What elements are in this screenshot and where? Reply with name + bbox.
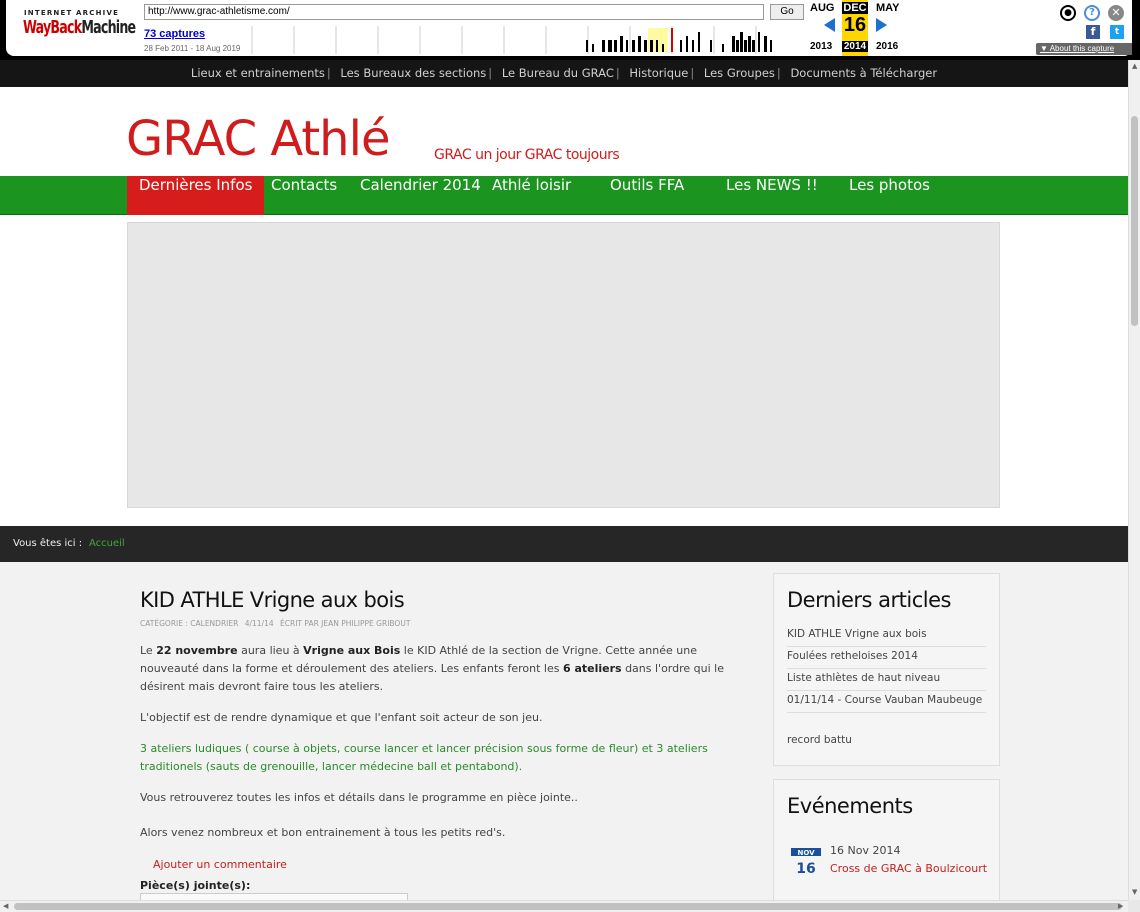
article-meta <box>140 619 414 628</box>
wayback-logo[interactable] <box>23 17 135 38</box>
topnav-item-bureaux-sections[interactable]: Les Bureaux des sections <box>340 66 487 80</box>
topnav-item-documents[interactable]: Documents à Télécharger <box>790 66 938 80</box>
topnav-item-historique[interactable]: Historique <box>629 66 689 80</box>
event-date: 16 Nov 2014 <box>830 844 901 857</box>
nav-item-news[interactable]: Les NEWS !! <box>726 176 818 194</box>
image-slider[interactable] <box>127 222 1000 508</box>
latest-article-item[interactable]: Foulées retheloises 2014 <box>787 647 986 669</box>
wayback-logo-caption: INTERNET ARCHIVE <box>24 9 120 17</box>
nav-item-dernieres-infos[interactable]: Dernières Infos <box>127 176 264 215</box>
nav-item-athle-loisir[interactable]: Athlé loisir <box>492 176 572 194</box>
latest-articles-module <box>773 573 1000 766</box>
nav-item-photos[interactable]: Les photos <box>849 176 930 194</box>
prev-month[interactable]: AUG <box>810 2 835 14</box>
article-author: ÉCRIT PAR JEAN PHILIPPE GRIBOUT <box>280 619 411 628</box>
event-date-badge <box>791 848 821 888</box>
close-icon[interactable]: ✕ <box>1108 5 1124 21</box>
article-paragraph-3: 3 ateliers ludiques ( course à objets, course lancer et lancer précision sous forme de fleur) et 3 ateliers traditionels (sauts de grenouille, lancer médecine ball et pentabond). <box>140 742 708 773</box>
wayback-url-input[interactable]: http://www.grac-athletisme.com/ <box>144 4 764 20</box>
text: le KID Athlé de la section de Vrigne. Cette année une nouveauté dans la forme et déroulement des ateliers. Les enfants feront les <box>140 644 697 675</box>
horizontal-scrollbar[interactable] <box>0 900 1128 912</box>
site-logo-title[interactable]: GRAC Athlé <box>126 111 390 167</box>
current-month: DEC <box>843 2 867 14</box>
topnav-separator: | <box>690 66 695 80</box>
bold-place: Vrigne aux Bois <box>303 644 401 657</box>
article-paragraph-1 <box>140 642 730 696</box>
article-paragraph-2: L'objectif est de rendre dynamique et que l'enfant soit acteur de son jeu. <box>140 711 543 724</box>
text: Le <box>140 644 157 657</box>
current-day: 16 <box>843 14 867 36</box>
facebook-icon[interactable]: f <box>1086 25 1100 39</box>
next-capture-arrow-icon[interactable] <box>876 18 887 32</box>
horizontal-scroll-thumb[interactable] <box>14 903 1122 910</box>
event-day: 16 <box>796 861 816 877</box>
events-module <box>773 779 1000 909</box>
wayback-logo-way: WayBack <box>23 17 82 38</box>
current-year: 2014 <box>843 41 867 52</box>
topnav-separator: | <box>615 66 620 80</box>
breadcrumb-home-link[interactable]: Accueil <box>89 538 125 549</box>
latest-article-item[interactable]: record battu <box>787 734 852 746</box>
latest-article-item[interactable]: Liste athlètes de haut niveau <box>787 669 986 691</box>
topnav-item-lieux[interactable]: Lieux et entrainements <box>190 66 325 80</box>
topnav-item-groupes[interactable]: Les Groupes <box>703 66 775 80</box>
attachments-label: Pièce(s) jointe(s): <box>140 879 251 892</box>
text: aura lieu à <box>237 644 304 657</box>
site-header <box>0 87 1128 176</box>
vertical-scrollbar[interactable] <box>1128 60 1140 900</box>
scrollbar-corner <box>1128 900 1140 912</box>
scroll-right-icon[interactable]: ▶ <box>1118 902 1124 910</box>
breadcrumb-label: Vous êtes ici : <box>13 538 83 549</box>
current-capture-date <box>842 0 868 56</box>
add-comment-link[interactable]: Ajouter un commentaire <box>153 858 287 871</box>
nav-item-contacts[interactable]: Contacts <box>271 176 338 194</box>
bold-date: 22 novembre <box>156 644 238 657</box>
vertical-scroll-thumb[interactable] <box>1131 116 1138 326</box>
scroll-down-icon[interactable]: ▼ <box>1132 888 1138 896</box>
wayback-toolbar <box>0 0 1140 60</box>
nav-item-outils-ffa[interactable]: Outils FFA <box>610 176 685 194</box>
topnav-separator: | <box>776 66 781 80</box>
topnav-separator: | <box>488 66 493 80</box>
nav-item-calendrier[interactable]: Calendrier 2014 <box>360 176 481 194</box>
wayback-calendar-nav <box>804 0 908 56</box>
wayback-date-range: 28 Feb 2011 - 18 Aug 2019 <box>144 44 241 53</box>
latest-articles-title: Derniers articles <box>787 588 951 612</box>
breadcrumb <box>0 526 1128 562</box>
event-month: NOV <box>791 848 821 856</box>
topnav-separator: | <box>326 66 331 80</box>
event-title-link[interactable]: Cross de GRAC à Boulzicourt <box>830 862 988 875</box>
latest-article-item[interactable]: KID ATHLE Vrigne aux bois <box>787 625 986 647</box>
article-date: 4/11/14 <box>244 619 274 628</box>
prev-year[interactable]: 2013 <box>810 41 833 52</box>
about-capture-link[interactable]: ▼ About this capture <box>1036 43 1132 55</box>
user-icon[interactable]: ● <box>1060 5 1076 21</box>
site-tagline: GRAC un jour GRAC toujours <box>434 147 620 163</box>
next-year[interactable]: 2016 <box>876 41 899 52</box>
article-paragraph-4: Vous retrouverez toutes les infos et détails dans le programme en pièce jointe.. <box>140 791 578 804</box>
latest-article-item[interactable]: 01/11/14 - Course Vauban Maubeuge <box>787 691 986 713</box>
text: dans l'ordre qui le désirent mais devront faire tous les ateliers. <box>140 662 724 693</box>
wayback-logo-machine: Machine <box>81 17 136 38</box>
article-category[interactable]: CATÉGORIE : CALENDRIER <box>140 619 239 628</box>
bold-ateliers: 6 ateliers <box>562 662 622 675</box>
scroll-left-icon[interactable]: ◀ <box>3 902 9 910</box>
wayback-go-button[interactable]: Go <box>770 4 804 20</box>
main-nav <box>0 176 1128 215</box>
wayback-panel <box>6 0 1132 56</box>
help-icon[interactable]: ? <box>1084 5 1100 21</box>
article-paragraph-5: Alors venez nombreux et bon entrainement à tous les petits red's. <box>140 826 506 839</box>
prev-capture-arrow-icon[interactable] <box>824 18 835 32</box>
events-title: Evénements <box>787 794 913 818</box>
topnav-item-bureau-grac[interactable]: Le Bureau du GRAC <box>501 66 614 80</box>
top-nav <box>0 60 1128 87</box>
twitter-icon[interactable]: t <box>1110 25 1124 39</box>
about-capture-label: About this capture <box>1049 44 1115 53</box>
wayback-captures-link[interactable]: 73 captures <box>144 28 206 40</box>
next-month[interactable]: MAY <box>876 2 900 14</box>
capture-sparkline[interactable] <box>242 26 802 54</box>
scroll-up-icon[interactable]: ▲ <box>1132 62 1138 70</box>
article-title[interactable]: KID ATHLE Vrigne aux bois <box>140 588 405 612</box>
